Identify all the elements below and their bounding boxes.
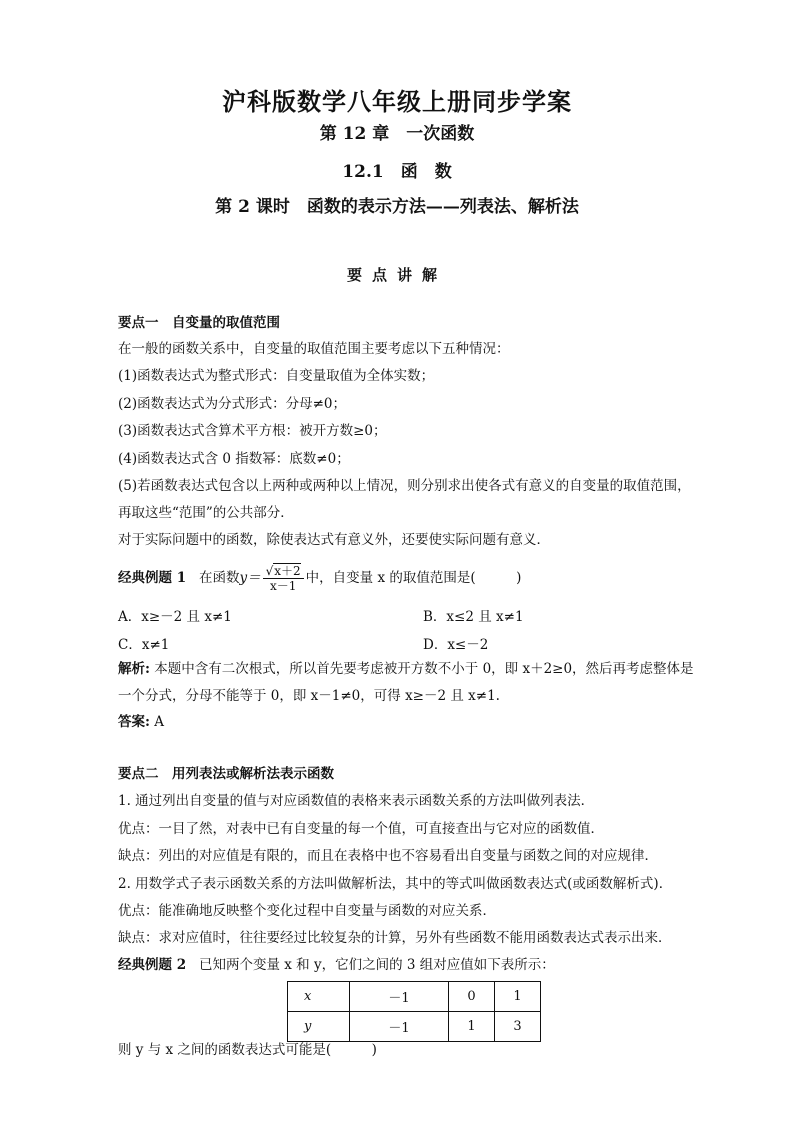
table-cell: 3 xyxy=(495,1012,541,1042)
document-title: 沪科版数学八年级上册同步学案 xyxy=(222,87,572,116)
point2-line-4: 2. 用数学式子表示函数关系的方法叫做解析法，其中的等式叫做函数表达式(或函数解析式)． xyxy=(118,876,673,892)
analysis-text-1: 本题中含有二次根式，所以首先要考虑被开方数不小于 0，即 x＋2≥0，然后再考虑整体是 xyxy=(154,661,694,677)
point1-intro: 在一般的函数关系中，自变量的取值范围主要考虑以下五种情况： xyxy=(118,341,510,357)
point1-note: 对于实际问题中的函数，除使表达式有意义外，还要使实际问题有意义． xyxy=(118,532,550,548)
example1-fraction: $\frac{√x+2}{x-1}$ xyxy=(263,564,304,593)
point2-line-1: 1. 通过列出自变量的值与对应函数值的表格来表示函数关系的方法叫做列表法． xyxy=(118,793,595,809)
point1-item-5: (5)若函数表达式包含以上两种或两种以上情况，则分别求出使各式有意义的自变量的取值范围， xyxy=(118,478,691,494)
table-cell: 1 xyxy=(495,982,541,1012)
point2-line-2: 优点：一目了然，对表中已有自变量的每一个值，可直接查出与它对应的函数值． xyxy=(118,821,604,837)
example1-denominator: x－1 xyxy=(269,579,297,593)
point1-item-2: (2)函数表达式为分式形式：分母≠0； xyxy=(118,396,347,412)
chapter-heading: 第 12 章 一次函数 xyxy=(319,124,475,144)
example2-question xyxy=(118,956,678,974)
section-heading: 12.1 函 数 xyxy=(342,162,452,182)
example1-y: y＝ xyxy=(239,570,261,586)
answer-value: A xyxy=(154,714,165,730)
table-cell: x xyxy=(288,982,350,1012)
table-row xyxy=(288,1012,541,1042)
example1-analysis-line2: 一个分式，分母不能等于 0，即 x－1≠0，可得 x≥－2 且 x≠1. xyxy=(118,688,500,704)
option-d: D．x≤－2 xyxy=(423,637,489,653)
table-cell: 1 xyxy=(449,1012,495,1042)
example1-numerator: x＋2 xyxy=(274,564,301,578)
point2-line-3: 缺点：列出的对应值是有限的，而且在表格中也不容易看出自变量与函数之间的对应规律． xyxy=(118,848,658,864)
key-points-heading: 要点讲解 xyxy=(346,266,447,284)
example1-pre: 在函数 xyxy=(198,570,240,586)
point1-item-3: (3)函数表达式含算术平方根：被开方数≥0； xyxy=(118,423,387,439)
example1-answer xyxy=(118,713,678,731)
example2-text: 已知两个变量 x 和 y，它们之间的 3 组对应值如下表所示： xyxy=(198,957,555,973)
point2-title: 要点二 用列表法或解析法表示函数 xyxy=(118,766,334,782)
analysis-label: 解析: xyxy=(118,661,150,677)
example2-followup: 则 y 与 x 之间的函数表达式可能是( ) xyxy=(118,1042,377,1058)
point1-title: 要点一 自变量的取值范围 xyxy=(118,315,280,331)
option-a: A．x≥－2 且 x≠1 xyxy=(118,609,232,625)
point2-line-6: 缺点：求对应值时，往往要经过比较复杂的计算，另外有些函数不能用函数表达式表示出来． xyxy=(118,930,672,946)
option-c: C．x≠1 xyxy=(118,637,170,653)
point2-line-5: 优点：能准确地反映整个变化过程中自变量与函数的对应关系． xyxy=(118,903,496,919)
table-cell: －1 xyxy=(350,1012,449,1042)
option-b: B．x≤2 且 x≠1 xyxy=(423,609,524,625)
table-cell: 0 xyxy=(449,982,495,1012)
point1-item-4: (4)函数表达式含 0 指数幂：底数≠0； xyxy=(118,451,350,467)
example1-label: 经典例题 1 xyxy=(118,570,187,586)
example1-analysis-line1 xyxy=(118,660,694,678)
answer-label: 答案: xyxy=(118,714,150,730)
lesson-heading: 第 2 课时 函数的表示方法——列表法、解析法 xyxy=(215,197,579,217)
value-table xyxy=(287,981,541,1042)
table-cell: y xyxy=(288,1012,350,1042)
point1-item-1: (1)函数表达式为整式形式：自变量取值为全体实数； xyxy=(118,368,435,384)
example1-post: 中，自变量 x 的取值范围是( ) xyxy=(305,570,522,586)
point1-item-5-cont: 再取这些“范围”的公共部分． xyxy=(118,505,294,521)
example1-question xyxy=(118,564,678,593)
example2-label: 经典例题 2 xyxy=(118,957,187,973)
table-cell: －1 xyxy=(350,982,449,1012)
table-row xyxy=(288,982,541,1012)
